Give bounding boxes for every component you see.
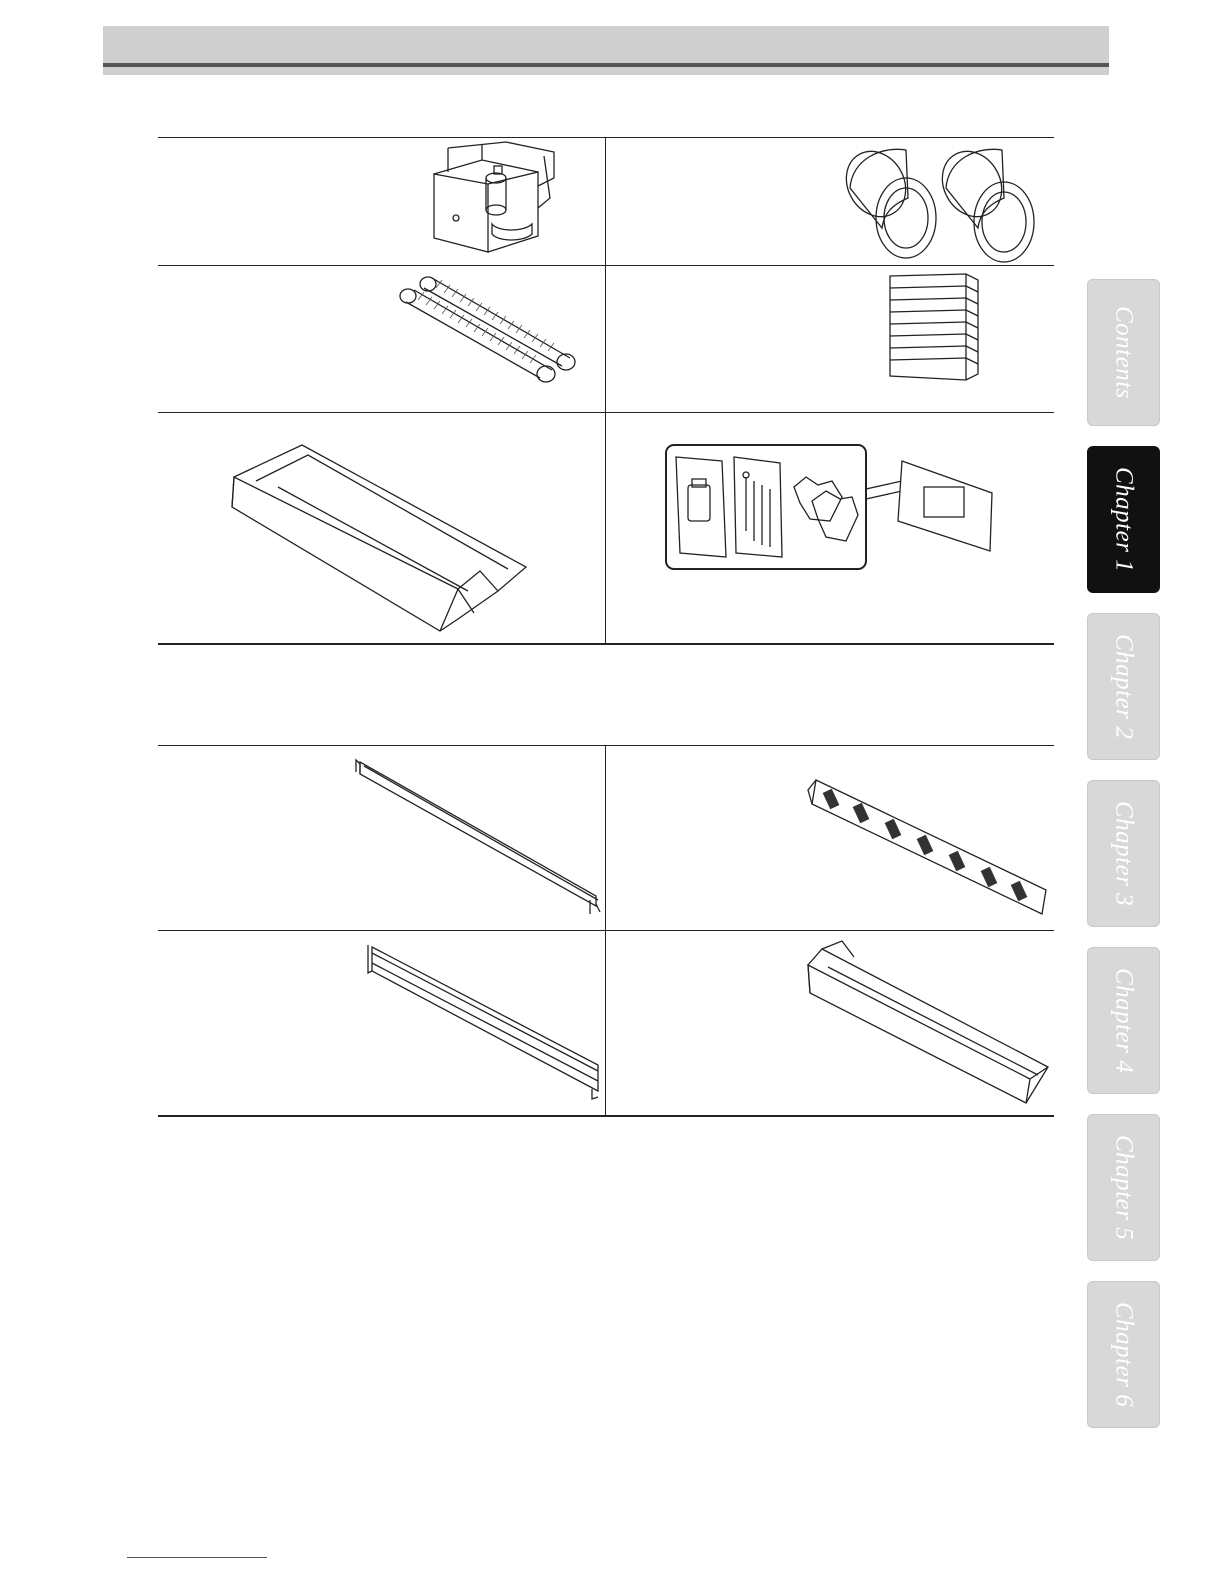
- tab-chapter-5[interactable]: [1087, 1114, 1160, 1261]
- tab-label: Chapter 2: [1110, 633, 1138, 740]
- flexible-hose-pair-icon: [394, 274, 584, 394]
- footer-link-underline[interactable]: [127, 1556, 267, 1558]
- long-box-icon: [802, 939, 1052, 1111]
- cover-rail-icon: [362, 941, 602, 1111]
- parts-table-2: [158, 745, 1054, 1117]
- tab-label: Contents: [1110, 306, 1138, 399]
- part-cell: [606, 931, 1054, 1115]
- part-cell: [158, 266, 606, 412]
- parts-table-1: [158, 137, 1054, 645]
- elbow-duct-pair-icon: [842, 138, 1052, 263]
- tab-chapter-6[interactable]: [1087, 1281, 1160, 1428]
- fan-bar-icon: [806, 768, 1052, 928]
- table-row: [158, 746, 1054, 931]
- part-cell: [158, 413, 606, 643]
- table-row: [158, 413, 1054, 645]
- mounting-rail-icon: [354, 756, 604, 928]
- maintenance-kit-icon: [662, 441, 1002, 573]
- part-cell: [606, 413, 1054, 643]
- page-header-bar: [103, 26, 1109, 64]
- tab-label: Chapter 3: [1110, 800, 1138, 907]
- cardboard-box-icon: [228, 441, 538, 641]
- tab-contents[interactable]: [1087, 279, 1160, 426]
- tab-chapter-2[interactable]: [1087, 613, 1160, 760]
- part-cell: [158, 746, 606, 930]
- part-cell: [158, 138, 606, 265]
- tab-label: Chapter 1: [1110, 466, 1138, 573]
- header-underband: [103, 67, 1109, 75]
- table-row: [158, 138, 1054, 266]
- dust-collector-unit-icon: [428, 138, 588, 263]
- table-row: [158, 266, 1054, 413]
- table-row: [158, 931, 1054, 1117]
- part-cell: [158, 931, 606, 1115]
- tab-label: Chapter 4: [1110, 967, 1138, 1074]
- tab-chapter-3[interactable]: [1087, 780, 1160, 927]
- part-cell: [606, 746, 1054, 930]
- tab-label: Chapter 6: [1110, 1301, 1138, 1408]
- tab-chapter-4[interactable]: [1087, 947, 1160, 1094]
- tab-label: Chapter 5: [1110, 1134, 1138, 1241]
- part-cell: [606, 266, 1054, 412]
- filter-block-icon: [886, 266, 996, 391]
- part-cell: [606, 138, 1054, 265]
- tab-chapter-1[interactable]: [1087, 446, 1160, 593]
